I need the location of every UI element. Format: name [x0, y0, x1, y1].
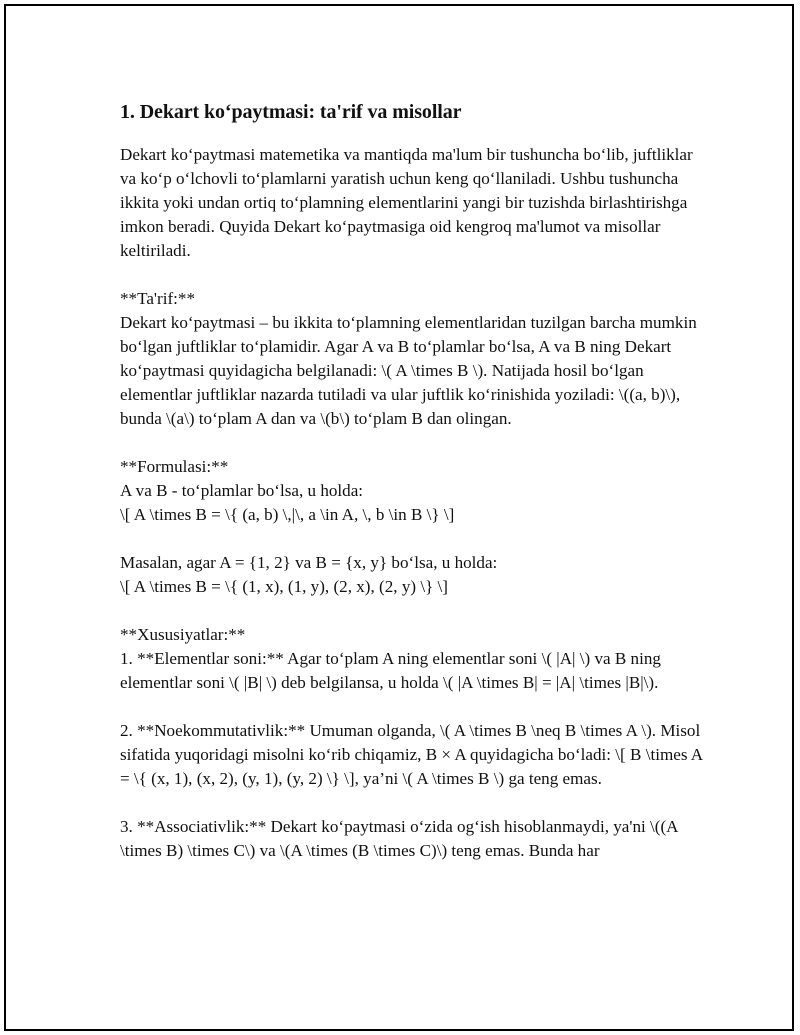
page-frame: [4, 4, 794, 1031]
document-title: 1. Dekart ko‘paytmasi: ta'rif va misollar: [120, 101, 462, 123]
example-section: Masalan, agar A = {1, 2} va B = {x, y} bo‘lsa, u holda: \[ A \times B = \{ (1, x), (1, y), (2, x), (2, y) \} \]: [120, 553, 498, 596]
property-noncommutative: 2. **Noekommutativlik:** Umuman olganda, \( A \times B \neq B \times A \). Misol sifatida yuqoridagi misolni ko‘rib chiqamiz, B × A quyidagicha bo‘ladi: \[ B \times A = \{ (x, 1), (x, 2), (y, 1), (y, 2) \} \], ya’ni \( A \times B \) ga teng emas.: [120, 721, 703, 788]
intro-paragraph: Dekart ko‘paytmasi matemetika va mantiqda ma'lum bir tushuncha bo‘lib, juftliklar va ko‘p o‘lchovli to‘plamlarni yaratish uchun keng qo‘llaniladi. Ushbu tushuncha ikkita yoki undan ortiq to‘plamning elementlarini yangi bir tuzishda birlashtirishga imkon beradi. Quyida Dekart ko‘paytmasiga oid kengroq ma'lumot va misollar keltiriladi.: [120, 145, 693, 260]
properties-section: **Xususiyatlar:** 1. **Elementlar soni:** Agar to‘plam A ning elementlar soni \( |A| \) va B ning elementlar soni \( |B| \) deb belgilansa, u holda \( |A \times B| = |A| \times |B|\).: [120, 625, 661, 692]
property-associative: 3. **Associativlik:** Dekart ko‘paytmasi o‘zida og‘ish hisoblanmaydi, ya'ni \((A \times B) \times C\) va \(A \times (B \times C)\) teng emas. Bunda har: [120, 817, 678, 860]
document-body: [120, 98, 710, 887]
definition-section: **Ta'rif:** Dekart ko‘paytmasi – bu ikkita to‘plamning elementlaridan tuzilgan barcha mumkin bo‘lgan juftliklar to‘plamidir. Agar A va B to‘plamlar bo‘lsa, A va B ning Dekart ko‘paytmasi quyidagicha belgilanadi: \( A \times B \). Natijada hosil bo‘lgan elementlar juftliklar nazarda tutiladi va ular juftlik ko‘rinishida yoziladi: \((a, b)\), bunda \(a\) to‘plam A dan va \(b\) to‘plam B dan olingan.: [120, 289, 697, 428]
formula-section: **Formulasi:** A va B - to‘plamlar bo‘lsa, u holda: \[ A \times B = \{ (a, b) \,|\, a \in A, \, b \in B \} \]: [120, 457, 455, 524]
